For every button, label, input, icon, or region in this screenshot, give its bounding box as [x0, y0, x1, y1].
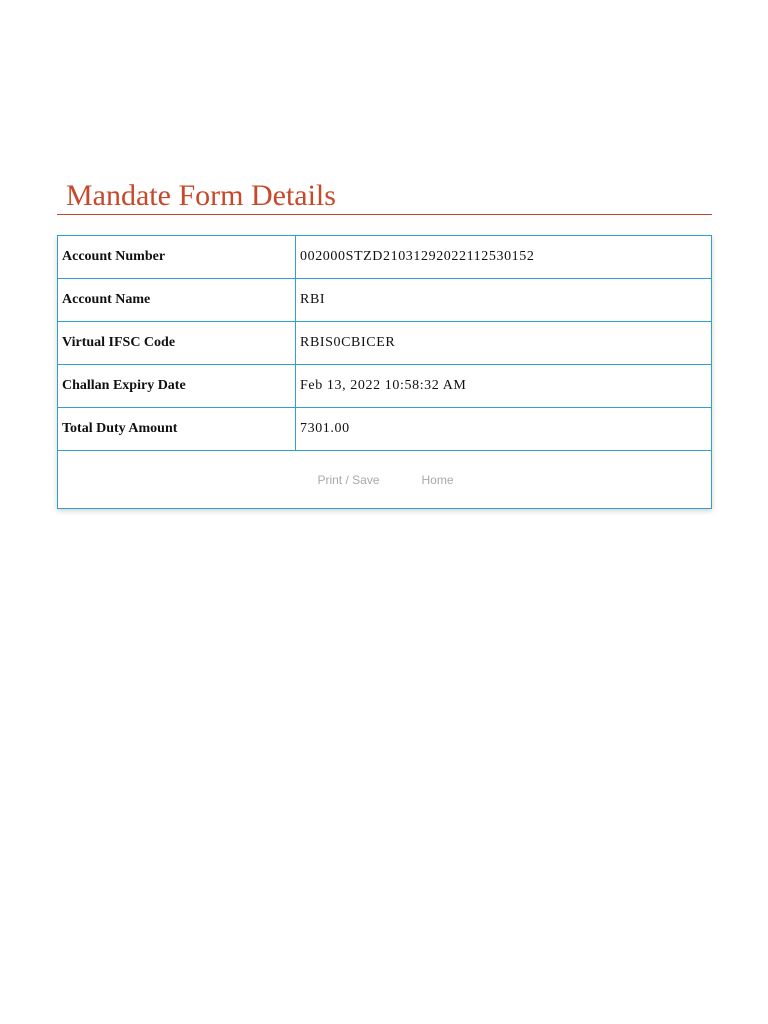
account-name-label: Account Name: [58, 279, 296, 322]
table-row: [58, 236, 711, 279]
total-duty-amount-label: Total Duty Amount: [58, 408, 296, 451]
account-number-value: 002000STZD21031292022112530152: [296, 236, 712, 279]
table-row: [58, 365, 711, 408]
virtual-ifsc-code-value: RBIS0CBICER: [296, 322, 712, 365]
challan-expiry-date-value: Feb 13, 2022 10:58:32 AM: [296, 365, 712, 408]
page-title: Mandate Form Details: [66, 179, 336, 212]
home-button[interactable]: Home: [421, 472, 454, 487]
table-row: [58, 322, 711, 365]
challan-expiry-date-label: Challan Expiry Date: [58, 365, 296, 408]
account-number-label: Account Number: [58, 236, 296, 279]
table-row: [58, 408, 711, 451]
print-save-button[interactable]: Print / Save: [317, 472, 380, 487]
account-name-value: RBI: [296, 279, 712, 322]
table-row: [58, 279, 711, 322]
action-bar: [58, 451, 711, 508]
details-card: [57, 235, 712, 509]
title-divider: [57, 214, 712, 215]
total-duty-amount-value: 7301.00: [296, 408, 712, 451]
virtual-ifsc-code-label: Virtual IFSC Code: [58, 322, 296, 365]
details-table: [58, 236, 711, 451]
